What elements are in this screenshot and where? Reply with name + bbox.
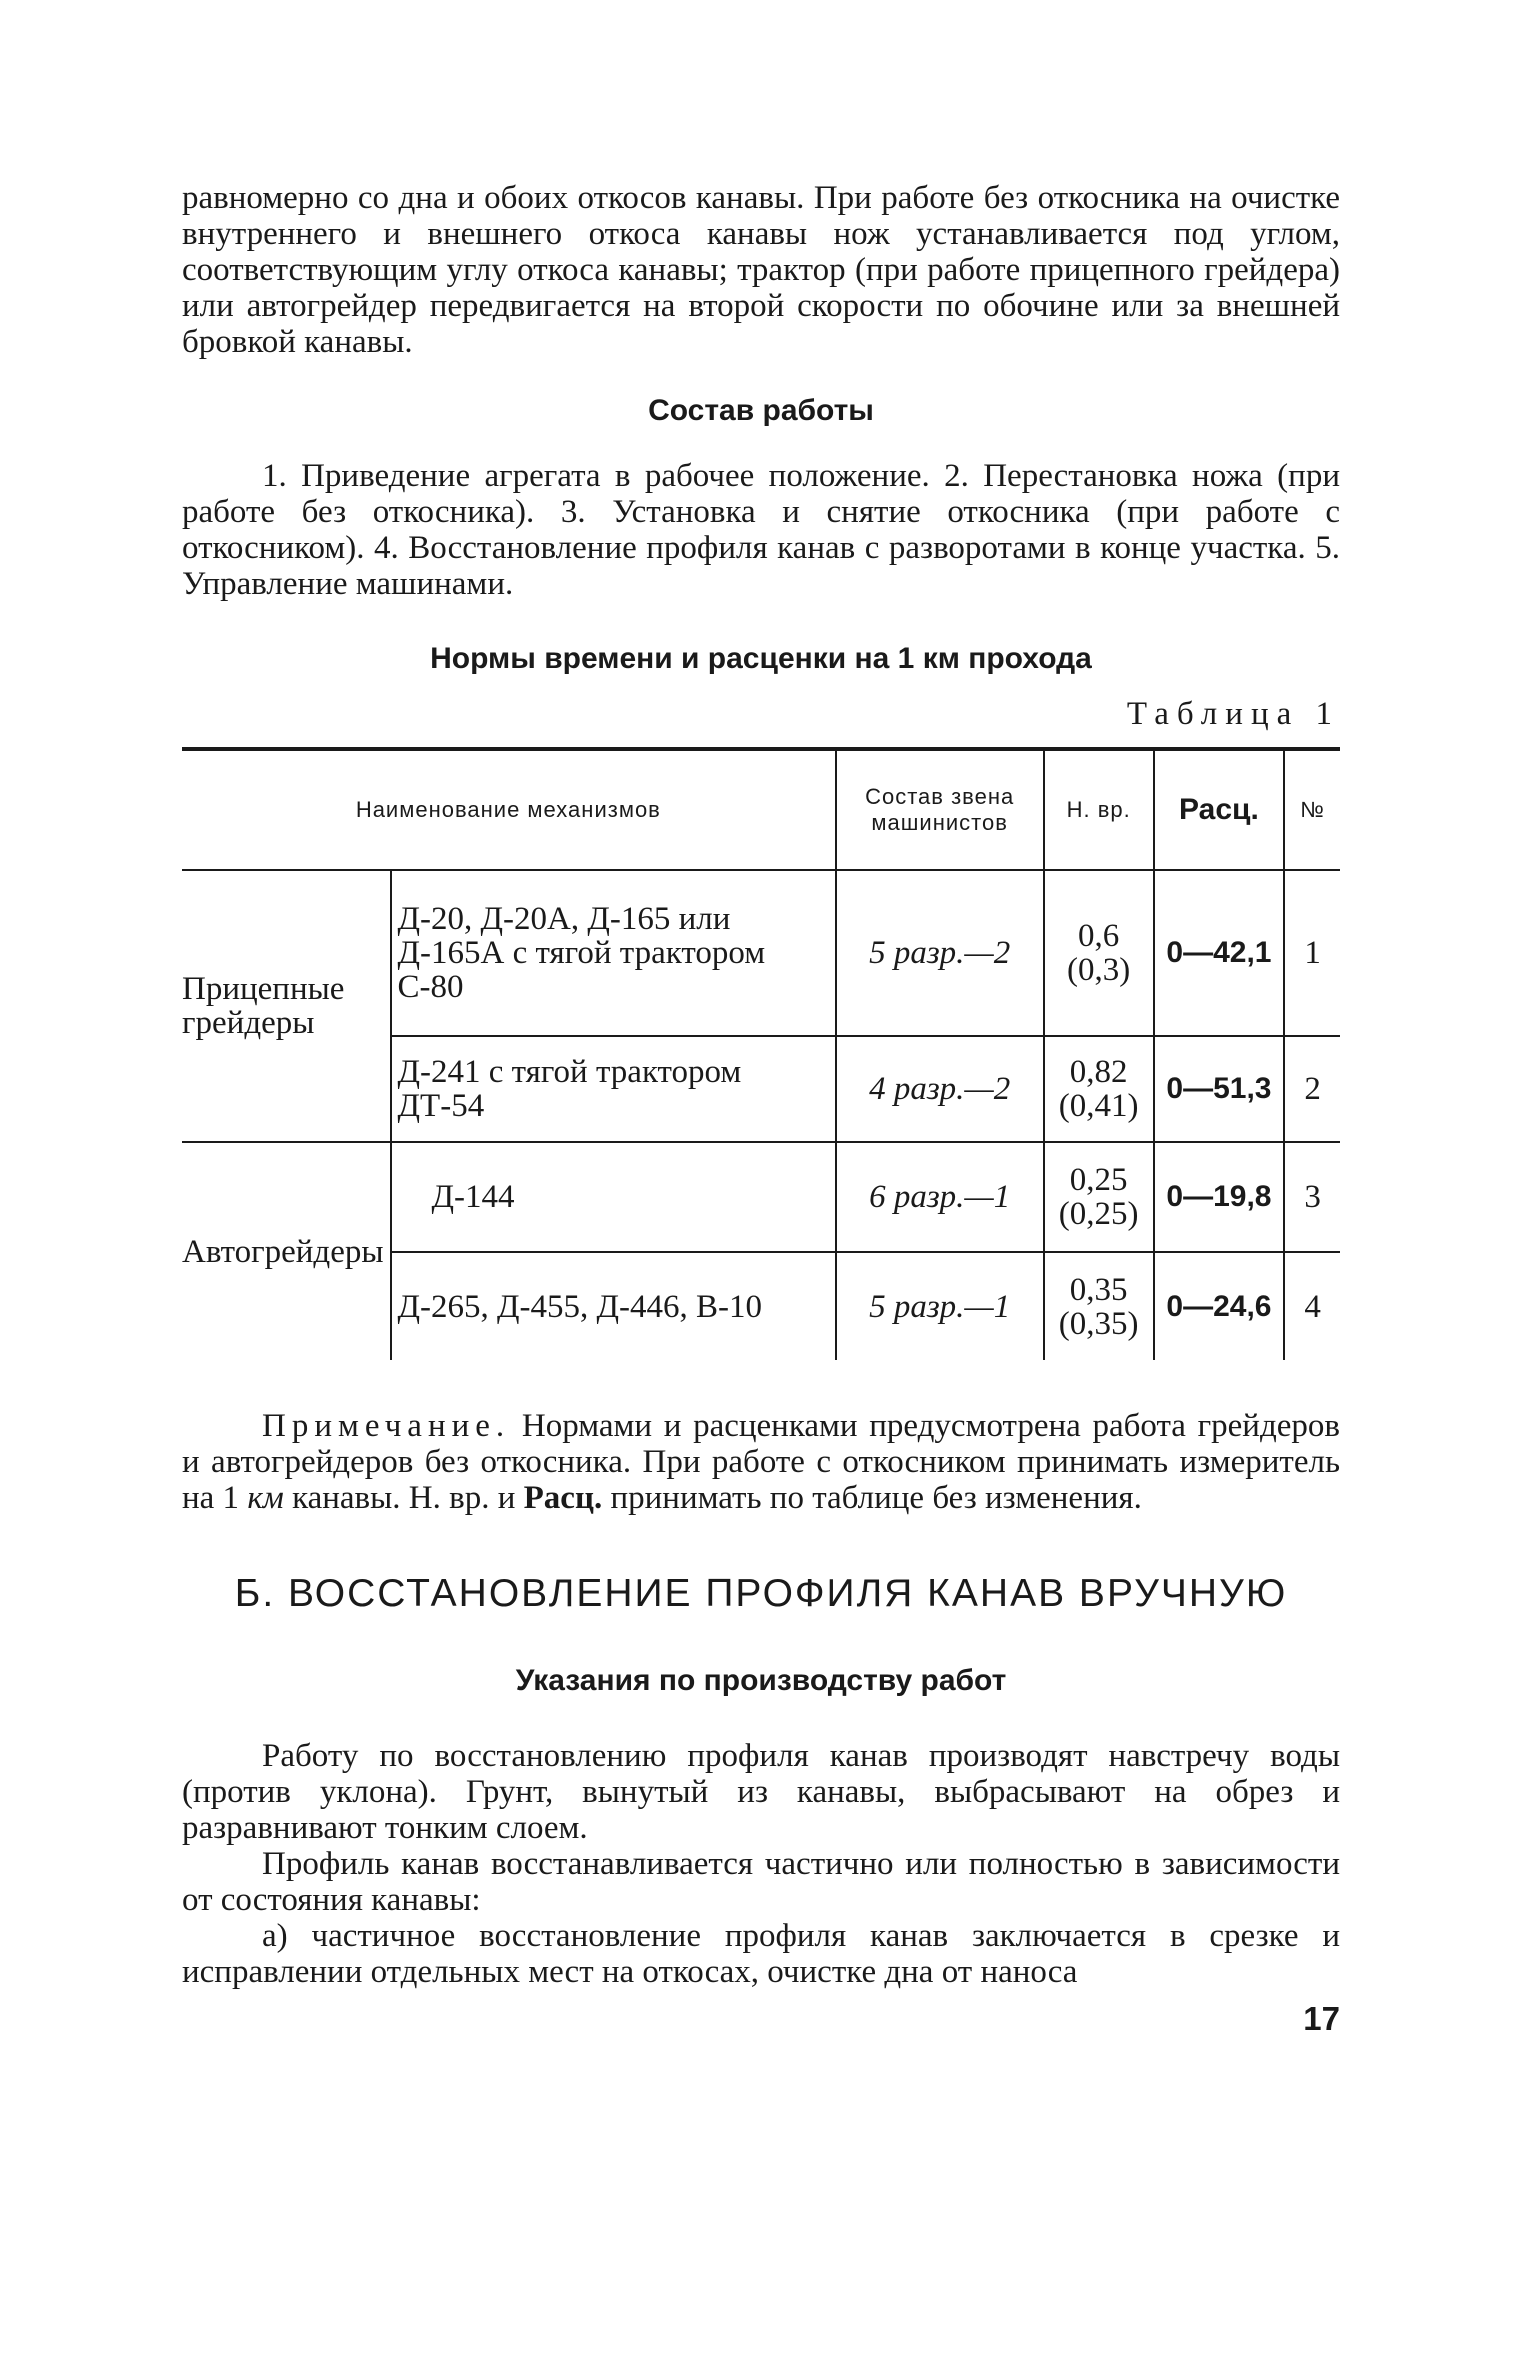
page-number: 17	[1303, 2000, 1340, 2037]
mechanism-name: Д-144	[391, 1142, 836, 1252]
header-crew: Состав звена машинистов	[836, 749, 1044, 870]
intro-paragraph: равномерно со дна и обоих откосов канавы. При работе без откосника на очистке внутреннего и внешнего откоса канавы нож устанавливается под углом, соответствующим углу откоса канавы; трактор (при работе прицепного грейдера) или автогрейдер передвигается на второй скорости по обочине или за внешней бровкой канавы.	[182, 180, 1340, 360]
crew-value: 4 разр.—2	[836, 1036, 1044, 1142]
table-row	[182, 870, 1340, 1036]
instructions-heading: Указания по производству работ	[515, 1664, 1007, 1697]
rate-value: 0—24,6	[1154, 1252, 1285, 1360]
norm-value: 0,82 (0,41)	[1044, 1036, 1154, 1142]
header-name: Наименование механизмов	[182, 749, 836, 870]
work-paragraph: 1. Приведение агрегата в рабочее положение. 2. Перестановка ножа (при работе без откосника). 3. Установка и снятие откосника (при работе с откосником). 4. Восстановление профиля канав с разворотами в конце участка. 5. Управление машинами.	[182, 458, 1340, 602]
section-heading: Б. ВОССТАНОВЛЕНИЕ ПРОФИЛЯ КАНАВ ВРУЧНУЮ	[234, 1572, 1288, 1615]
row-number: 4	[1284, 1252, 1340, 1360]
table-row	[182, 1142, 1340, 1252]
work-heading: Состав работы	[648, 394, 874, 427]
rate-value: 0—42,1	[1154, 870, 1285, 1036]
mechanism-name: Д-20, Д-20А, Д-165 или Д-165А с тягой трактором С-80	[391, 870, 836, 1036]
mechanism-name: Д-265, Д-455, Д-446, В-10	[391, 1252, 836, 1360]
norm-value: 0,35 (0,35)	[1044, 1252, 1154, 1360]
norm-value: 0,6 (0,3)	[1044, 870, 1154, 1036]
header-num: №	[1284, 749, 1340, 870]
row-number: 3	[1284, 1142, 1340, 1252]
row-number: 2	[1284, 1036, 1340, 1142]
header-rate: Расц.	[1154, 749, 1285, 870]
page-content	[182, 180, 1340, 2050]
rate-value: 0—19,8	[1154, 1142, 1285, 1252]
table-note: Примечание. Нормами и расценками предусмотрена работа грейдеров и автогрейдеров без откосника. При работе с откосником принимать измеритель на 1 км канавы. Н. вр. и Расц. принимать по таблице без изменения.	[182, 1408, 1340, 1516]
body-paragraph: Работу по восстановлению профиля канав производят навстречу воды (против уклона). Грунт, вынутый из канавы, выбрасывают на обрез и разравнивают тонким слоем.	[182, 1738, 1340, 1846]
body-paragraph: а) частичное восстановление профиля канав заключается в срезке и исправлении отдельных мест на откосах, очистке дна от наноса	[182, 1918, 1340, 1990]
group-label: Прицепные грейдеры	[182, 971, 345, 1041]
row-number: 1	[1284, 870, 1340, 1036]
crew-value: 5 разр.—1	[836, 1252, 1044, 1360]
norms-table	[182, 747, 1340, 1360]
mechanism-name: Д-241 с тягой трактором ДТ-54	[391, 1036, 836, 1142]
note-label: Примечание.	[262, 1408, 511, 1444]
crew-value: 5 разр.—2	[836, 870, 1044, 1036]
crew-value: 6 разр.—1	[836, 1142, 1044, 1252]
rate-value: 0—51,3	[1154, 1036, 1285, 1142]
norm-value: 0,25 (0,25)	[1044, 1142, 1154, 1252]
norms-heading: Нормы времени и расценки на 1 км прохода	[430, 642, 1092, 675]
header-norm: Н. вр.	[1044, 749, 1154, 870]
body-paragraph: Профиль канав восстанавливается частично или полностью в зависимости от состояния канавы:	[182, 1846, 1340, 1918]
table-header-row	[182, 749, 1340, 870]
table-label: Таблица 1	[1126, 696, 1340, 732]
group-label: Автогрейдеры	[182, 1142, 391, 1360]
